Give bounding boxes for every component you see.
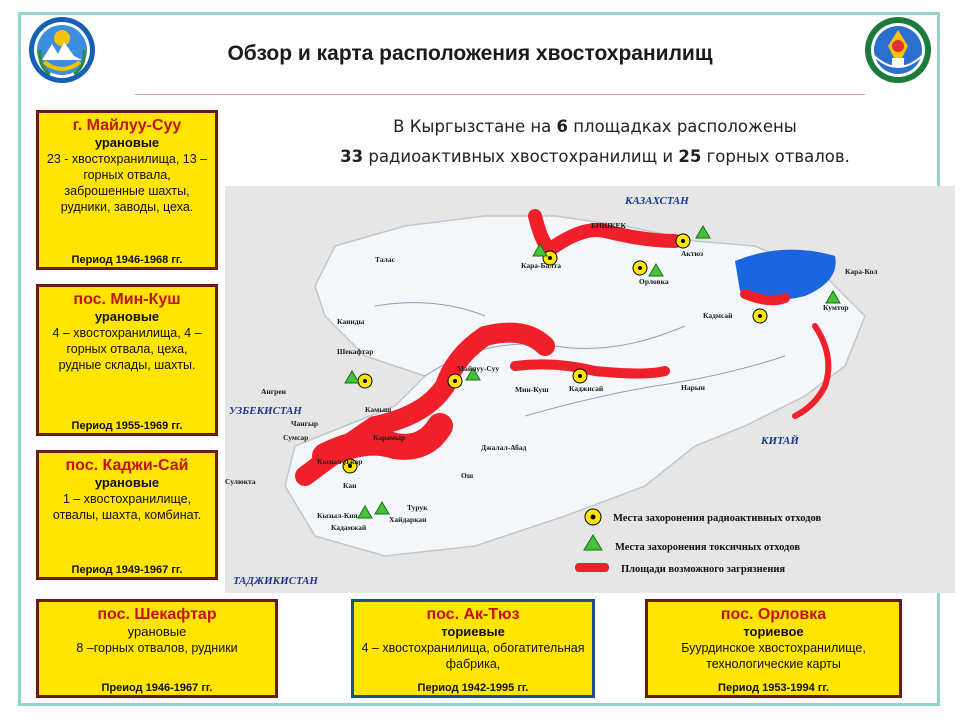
site-description: 4 – хвостохранилища, обогатительная фабрика, <box>361 641 585 671</box>
site-period: Период 1955-1969 гг. <box>71 420 183 432</box>
place-label: Хайдаркан <box>389 515 427 524</box>
place-label: Кумтор <box>823 303 849 312</box>
site-kind: урановые <box>94 475 160 490</box>
site-period: Преиод 1946-1967 гг. <box>101 682 213 694</box>
place-label: Кадмсай <box>703 311 733 320</box>
country-label: УЗБЕКИСТАН <box>229 405 302 417</box>
place-label: Ош <box>461 471 474 480</box>
site-name: пос. Мин-Куш <box>73 291 181 308</box>
site-description: 1 – хвостохранилище, отвалы, шахта, комбинат. <box>52 492 202 522</box>
site-name: пос. Орловка <box>720 606 827 623</box>
site-kind: урановые <box>94 309 160 324</box>
site-description: 23 - хвостохранилища, 13 – горных отвала, заброшенные шахты, рудники, заводы, цеха. <box>46 152 208 214</box>
site-name: г. Майлуу-Суу <box>72 117 182 134</box>
legend-label: Места захоронения токсичных отходов <box>615 542 801 553</box>
site-name: пос. Ак-Тюз <box>426 606 520 623</box>
site-card-min-kush <box>36 284 218 436</box>
place-label: Чангыр <box>291 419 319 428</box>
kyrgyzstan-tailings-map <box>225 186 955 593</box>
site-name: пос. Каджи-Сай <box>65 457 189 474</box>
site-card-mailuu-suu <box>36 110 218 270</box>
title-divider <box>135 94 865 95</box>
place-label: Кызыл-Кия <box>317 511 358 520</box>
site-description: 4 – хвостохранилища, 4 – горных отвала, цеха, рудные склады, шахты. <box>52 326 202 372</box>
site-card-kadji-sai <box>36 450 218 580</box>
place-label: Майлуу-Суу <box>457 364 500 373</box>
site-period: Период 1949-1967 гг. <box>71 564 183 576</box>
site-kind: ториевое <box>743 624 804 639</box>
site-kind: ториевые <box>441 624 505 639</box>
site-kind: урановые <box>127 624 187 639</box>
site-kind: урановые <box>94 135 160 150</box>
country-label: ТАДЖИКИСТАН <box>233 575 318 587</box>
place-label: Кара-Кол <box>845 267 878 276</box>
country-label: КАЗАХСТАН <box>625 195 689 207</box>
site-card-ak-tyuz <box>351 599 595 698</box>
place-label: Талас <box>375 255 395 264</box>
site-card-shekaftar <box>36 599 278 698</box>
site-period: Период 1946-1968 гг. <box>71 254 183 266</box>
site-description: Буурдинское хвостохранилище, технологические карты <box>681 641 866 671</box>
legend-label: Площади возможного загрязнения <box>621 564 786 575</box>
place-label: Карамыр <box>373 433 406 442</box>
place-label: Кадамжай <box>331 523 367 532</box>
place-label: Турук <box>407 503 428 512</box>
place-label: Кызыл-Джар <box>317 457 363 466</box>
place-label: Шекафтар <box>337 347 374 356</box>
place-label: Орловка <box>639 277 669 286</box>
lake-pollution-area <box>745 294 785 300</box>
place-label: Кан <box>343 481 357 490</box>
site-period: Период 1942-1995 гг. <box>417 682 529 694</box>
legend-label: Места захоронения радиоактивных отходов <box>613 513 822 524</box>
site-description: 8 –горных отвалов, рудники <box>76 641 238 655</box>
place-label: Каджисай <box>569 384 604 393</box>
intro-line-2: 33 радиоактивных хвостохранилищ и 25 горных отвалов. <box>340 147 850 166</box>
place-label: Кара-Балта <box>521 261 562 270</box>
intro-line-1: В Кыргызстане на 6 площадках расположены <box>393 117 797 136</box>
kyrgyz-emblem-icon <box>28 16 96 84</box>
site-period: Период 1953-1994 гг. <box>718 682 829 694</box>
place-label: Мин-Куш <box>515 385 549 394</box>
site-card-orlovka <box>645 599 902 698</box>
country-label: КИТАЙ <box>761 435 799 447</box>
legend-pollution-icon <box>575 563 609 572</box>
place-label: Ангрен <box>261 387 286 396</box>
place-label: Каинды <box>337 317 365 326</box>
place-label: Актюз <box>681 249 704 258</box>
place-label: Сумсар <box>283 433 309 442</box>
mchs-emblem-icon <box>864 16 932 84</box>
place-label: Джалал-Абад <box>481 443 527 452</box>
intro-text <box>250 112 940 172</box>
page-title: Обзор и карта расположения хвостохранилищ <box>227 42 713 65</box>
place-label: Камыш <box>365 405 392 414</box>
place-label: Нарын <box>681 383 705 392</box>
place-label: БИШКЕК <box>591 221 626 230</box>
site-name: пос. Шекафтар <box>97 606 217 623</box>
place-label: Сулюкта <box>225 477 256 486</box>
